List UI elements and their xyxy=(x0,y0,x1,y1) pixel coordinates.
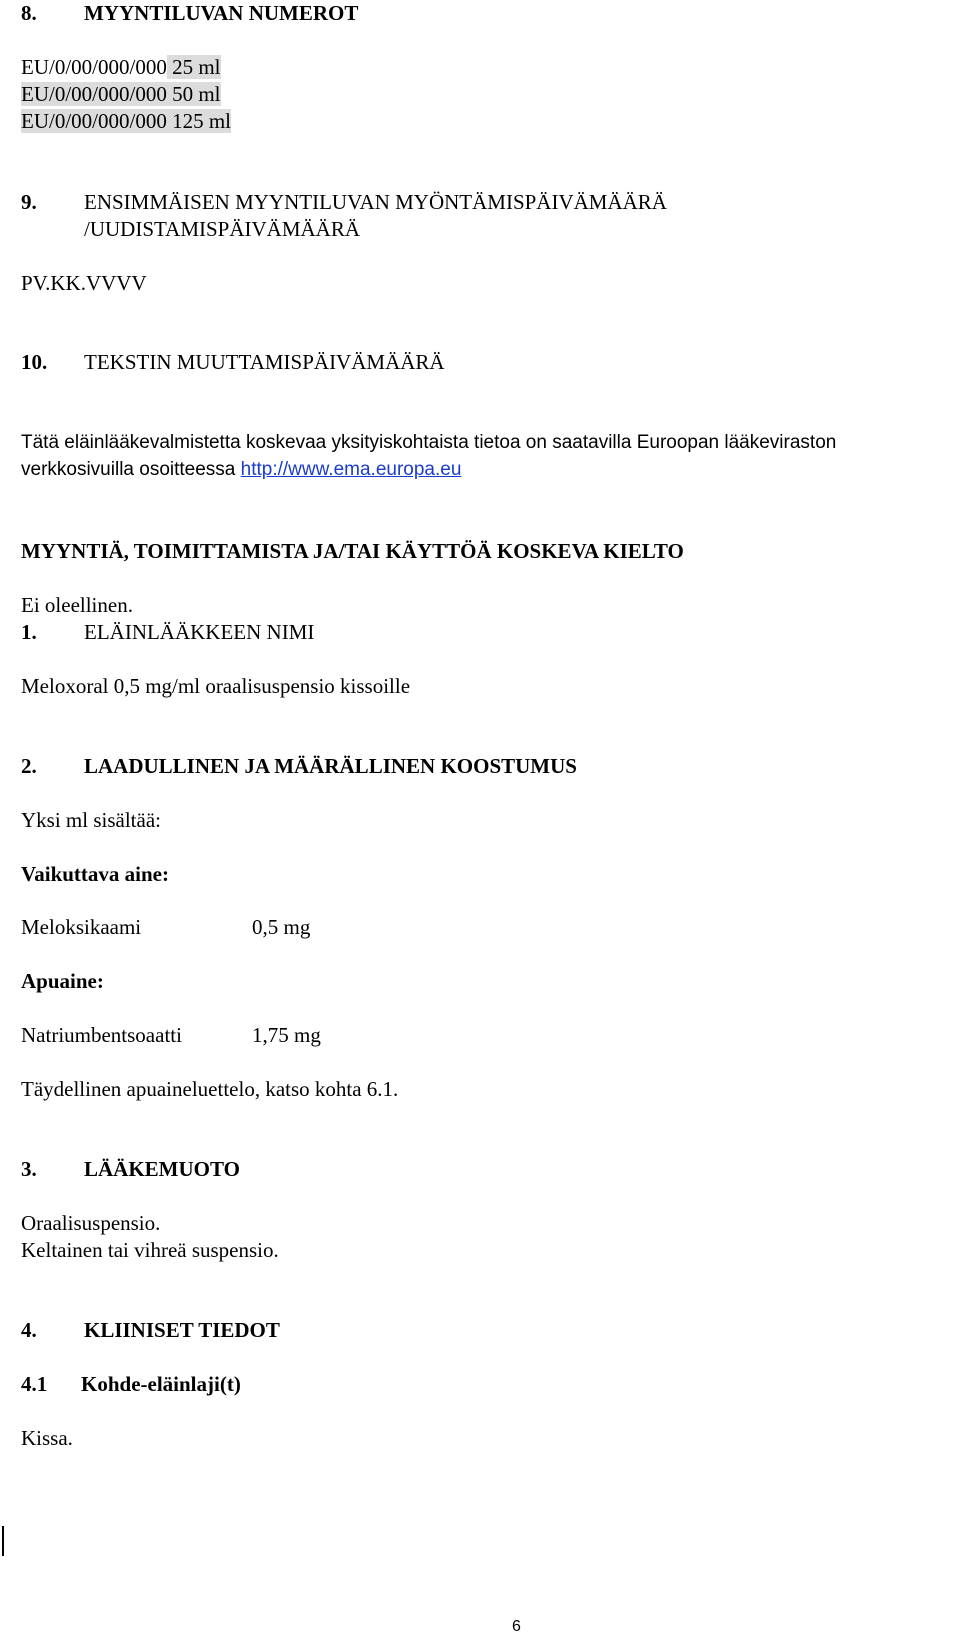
section-10-title: TEKSTIN MUUTTAMISPÄIVÄMÄÄRÄ xyxy=(84,350,445,374)
section-8-title: MYYNTILUVAN NUMEROT xyxy=(84,1,359,25)
target-species: Kissa. xyxy=(21,1426,73,1450)
pharmaceutical-form-description: Keltainen tai vihreä suspensio. xyxy=(21,1238,279,1262)
revision-change-bar xyxy=(2,1526,4,1556)
section-9-title-line-1: ENSIMMÄISEN MYYNTILUVAN MYÖNTÄMISPÄIVÄMÄÄRÄ xyxy=(84,190,667,214)
pharmaceutical-form: Oraalisuspensio. xyxy=(21,1211,161,1235)
authorisation-number-row xyxy=(21,54,221,80)
product-name: Meloxoral 0,5 mg/ml oraalisuspensio kissoille xyxy=(21,674,411,698)
pack-size: 125 ml xyxy=(172,109,232,133)
composition-intro: Yksi ml sisältää: xyxy=(21,808,161,832)
authorisation-code: EU/0/00/000/000 xyxy=(21,55,167,79)
authorisation-code: EU/0/00/000/000 xyxy=(21,82,167,106)
pack-size: 25 ml xyxy=(172,55,221,79)
section-3-number: 3. xyxy=(21,1157,37,1181)
ema-website-link[interactable]: http://www.ema.europa.eu xyxy=(240,459,462,480)
active-substance-amount: 0,5 mg xyxy=(252,915,311,939)
section-10-text-line-1: Tätä eläinlääkevalmistetta koskevaa yksityiskohtaista tietoa on saatavilla Euroopan lääkeviraston xyxy=(21,432,837,453)
section-9-date-value: PV.KK.VVVV xyxy=(21,271,147,295)
prohibition-text: Ei oleellinen. xyxy=(21,593,133,617)
section-2-number: 2. xyxy=(21,754,37,778)
section-4-title: KLIINISET TIEDOT xyxy=(84,1318,280,1342)
prohibition-title: MYYNTIÄ, TOIMITTAMISTA JA/TAI KÄYTTÖÄ KOSKEVA KIELTO xyxy=(21,539,684,563)
section-10-text-prefix: verkkosivuilla osoitteessa xyxy=(21,459,236,480)
section-8-number: 8. xyxy=(21,1,37,25)
section-4-number: 4. xyxy=(21,1318,37,1342)
authorisation-code: EU/0/00/000/000 xyxy=(21,109,167,133)
pack-size: 50 ml xyxy=(172,82,221,106)
authorisation-number-row xyxy=(21,108,231,134)
section-4-1-number: 4.1 xyxy=(21,1372,48,1396)
section-9-number: 9. xyxy=(21,190,37,214)
authorisation-number-row xyxy=(21,81,221,107)
excipient-amount: 1,75 mg xyxy=(252,1023,321,1047)
section-9-title-line-2: /UUDISTAMISPÄIVÄMÄÄRÄ xyxy=(84,217,361,241)
section-4-1-title: Kohde-eläinlaji(t) xyxy=(81,1372,241,1396)
section-10-number: 10. xyxy=(21,350,48,374)
section-3-title: LÄÄKEMUOTO xyxy=(84,1157,240,1181)
page-number: 6 xyxy=(512,1618,521,1635)
section-2-title: LAADULLINEN JA MÄÄRÄLLINEN KOOSTUMUS xyxy=(84,754,577,778)
active-substance-name: Meloksikaami xyxy=(21,915,142,939)
excipient-name: Natriumbentsoaatti xyxy=(21,1023,182,1047)
excipient-list-reference: Täydellinen apuaineluettelo, katso kohta 6.1. xyxy=(21,1077,399,1101)
section-1-number: 1. xyxy=(21,620,37,644)
active-substance-heading: Vaikuttava aine: xyxy=(21,862,169,886)
section-10-text-line-2 xyxy=(21,457,461,483)
section-1-title: ELÄINLÄÄKKEEN NIMI xyxy=(84,620,315,644)
excipient-heading: Apuaine: xyxy=(21,969,104,993)
